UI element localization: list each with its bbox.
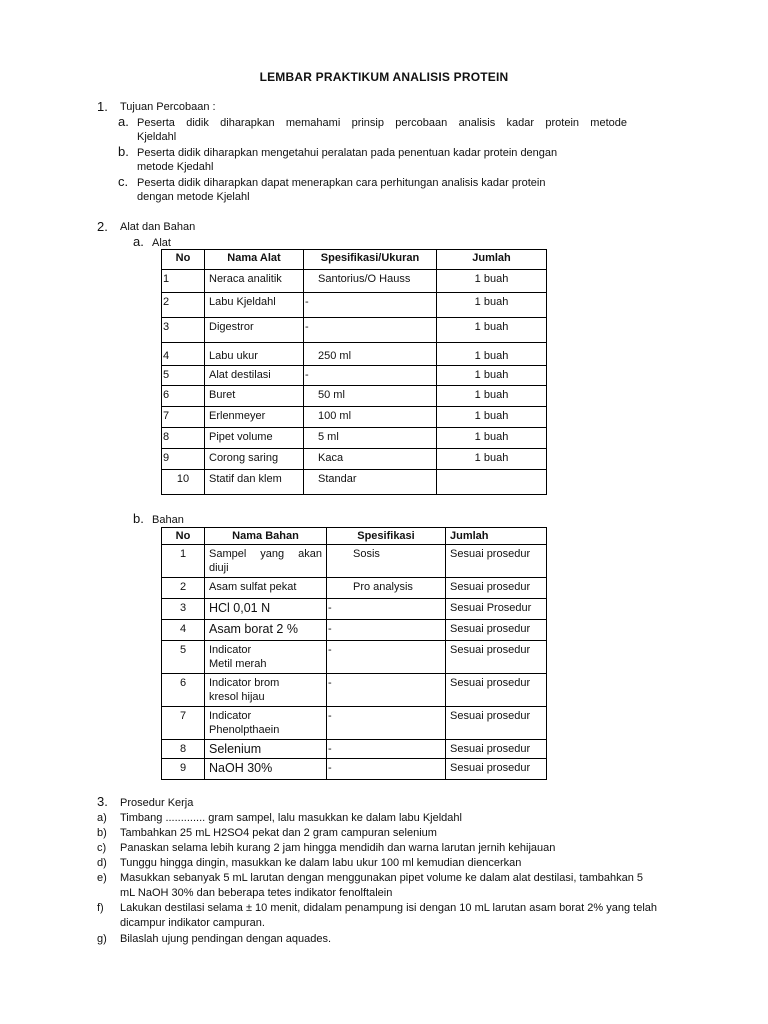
bahan-nama: Indicator Metil merah bbox=[205, 641, 327, 674]
bahan-spesifikasi: - bbox=[327, 759, 446, 780]
bahan-spesifikasi: - bbox=[327, 674, 446, 707]
table-row bbox=[162, 343, 547, 366]
alat-nama: Alat destilasi bbox=[205, 366, 304, 386]
bahan-jumlah: Sesuai prosedur bbox=[446, 740, 547, 759]
step-f-letter: f) bbox=[97, 902, 104, 914]
table-row bbox=[162, 318, 547, 343]
step-e-letter: e) bbox=[97, 872, 107, 884]
alat-nama: Labu ukur bbox=[205, 343, 304, 366]
alat-header-spesifikasi: Spesifikasi/Ukuran bbox=[304, 250, 437, 270]
table-row bbox=[162, 545, 547, 578]
alat-no: 9 bbox=[162, 449, 205, 470]
bahan-nama: Selenium bbox=[205, 740, 327, 759]
table-row bbox=[162, 674, 547, 707]
objective-a-line2: Kjeldahl bbox=[137, 131, 177, 143]
section-1-number: 1. bbox=[97, 99, 108, 114]
bahan-nama: HCl 0,01 N bbox=[205, 599, 327, 620]
step-d-letter: d) bbox=[97, 857, 107, 869]
table-row bbox=[162, 407, 547, 428]
table-row bbox=[162, 578, 547, 599]
alat-jumlah: 1 buah bbox=[437, 386, 547, 407]
objective-a-line1: Peserta didik diharapkan memahami prinsip percobaan analisis kadar protein metode bbox=[137, 117, 627, 129]
step-a-text: Timbang ............. gram sampel, lalu masukkan ke dalam labu Kjeldahl bbox=[120, 812, 462, 824]
bahan-table bbox=[161, 527, 547, 780]
bahan-spesifikasi: Sosis bbox=[327, 545, 446, 578]
alat-header-nama: Nama Alat bbox=[205, 250, 304, 270]
table-row bbox=[162, 641, 547, 674]
table-row bbox=[162, 270, 547, 293]
section-3-heading: Prosedur Kerja bbox=[120, 797, 194, 809]
bahan-nama: Sampel yang akan diuji bbox=[205, 545, 327, 578]
bahan-letter: b. bbox=[133, 511, 144, 526]
alat-jumlah: 1 buah bbox=[437, 343, 547, 366]
step-d-text: Tunggu hingga dingin, masukkan ke dalam labu ukur 100 ml kemudian diencerkan bbox=[120, 857, 522, 869]
alat-no: 6 bbox=[162, 386, 205, 407]
alat-jumlah: 1 buah bbox=[437, 366, 547, 386]
alat-spesifikasi: 5 ml bbox=[304, 428, 437, 449]
bahan-jumlah: Sesuai prosedur bbox=[446, 620, 547, 641]
section-2-number: 2. bbox=[97, 219, 108, 234]
alat-no: 3 bbox=[162, 318, 205, 343]
alat-no: 5 bbox=[162, 366, 205, 386]
bahan-spesifikasi: - bbox=[327, 641, 446, 674]
table-row bbox=[162, 599, 547, 620]
bahan-no: 2 bbox=[162, 578, 205, 599]
objective-c-letter: c. bbox=[118, 174, 129, 189]
bahan-spesifikasi: Pro analysis bbox=[327, 578, 446, 599]
bahan-jumlah: Sesuai prosedur bbox=[446, 707, 547, 740]
alat-spesifikasi: - bbox=[304, 318, 437, 343]
step-b-text: Tambahkan 25 mL H2SO4 pekat dan 2 gram campuran selenium bbox=[120, 827, 437, 839]
bahan-jumlah: Sesuai Prosedur bbox=[446, 599, 547, 620]
alat-jumlah: 1 buah bbox=[437, 293, 547, 318]
alat-table bbox=[161, 249, 547, 495]
step-f-line1: Lakukan destilasi selama ± 10 menit, didalam penampung isi dengan 10 mL larutan asam borat 2% yang telah bbox=[120, 902, 658, 914]
bahan-spesifikasi: - bbox=[327, 620, 446, 641]
bahan-no: 9 bbox=[162, 759, 205, 780]
alat-no: 8 bbox=[162, 428, 205, 449]
alat-header-no: No bbox=[162, 250, 205, 270]
bahan-table-header bbox=[162, 528, 547, 545]
bahan-jumlah: Sesuai prosedur bbox=[446, 578, 547, 599]
alat-jumlah: 1 buah bbox=[437, 407, 547, 428]
step-g-letter: g) bbox=[97, 933, 107, 945]
bahan-no: 8 bbox=[162, 740, 205, 759]
bahan-no: 7 bbox=[162, 707, 205, 740]
bahan-header-spesifikasi: Spesifikasi bbox=[327, 528, 446, 545]
alat-no: 2 bbox=[162, 293, 205, 318]
step-e-line2: mL NaOH 30% dan beberapa tetes indikator fenolftalein bbox=[120, 887, 393, 899]
bahan-header-no: No bbox=[162, 528, 205, 545]
bahan-nama: Indicator Phenolpthaein bbox=[205, 707, 327, 740]
bahan-no: 1 bbox=[162, 545, 205, 578]
table-row bbox=[162, 428, 547, 449]
step-a-letter: a) bbox=[97, 812, 107, 824]
bahan-no: 5 bbox=[162, 641, 205, 674]
alat-jumlah: 1 buah bbox=[437, 449, 547, 470]
bahan-jumlah: Sesuai prosedur bbox=[446, 759, 547, 780]
alat-label: Alat bbox=[152, 237, 171, 249]
bahan-nama: Asam borat 2 % bbox=[205, 620, 327, 641]
objective-a-letter: a. bbox=[118, 114, 129, 129]
step-c-letter: c) bbox=[97, 842, 107, 854]
alat-nama: Corong saring bbox=[205, 449, 304, 470]
alat-no: 7 bbox=[162, 407, 205, 428]
alat-jumlah: 1 buah bbox=[437, 270, 547, 293]
table-row bbox=[162, 759, 547, 780]
alat-nama: Digestror bbox=[205, 318, 304, 343]
table-row bbox=[162, 366, 547, 386]
table-row bbox=[162, 620, 547, 641]
alat-no: 1 bbox=[162, 270, 205, 293]
table-row bbox=[162, 386, 547, 407]
alat-nama: Pipet volume bbox=[205, 428, 304, 449]
alat-spesifikasi: - bbox=[304, 366, 437, 386]
bahan-no: 3 bbox=[162, 599, 205, 620]
alat-spesifikasi: Standar bbox=[304, 470, 437, 495]
page-title: LEMBAR PRAKTIKUM ANALISIS PROTEIN bbox=[259, 70, 509, 84]
alat-nama: Erlenmeyer bbox=[205, 407, 304, 428]
alat-jumlah: 1 buah bbox=[437, 428, 547, 449]
objective-c-line1: Peserta didik diharapkan dapat menerapkan cara perhitungan analisis kadar protein bbox=[137, 177, 546, 189]
alat-spesifikasi: 50 ml bbox=[304, 386, 437, 407]
step-f-line2: dicampur indikator campuran. bbox=[120, 917, 265, 929]
alat-spesifikasi: 100 ml bbox=[304, 407, 437, 428]
table-row bbox=[162, 707, 547, 740]
alat-nama: Neraca analitik bbox=[205, 270, 304, 293]
step-e-line1: Masukkan sebanyak 5 mL larutan dengan menggunakan pipet volume ke dalam alat destilasi, tambahkan 5 bbox=[120, 872, 644, 884]
bahan-spesifikasi: - bbox=[327, 740, 446, 759]
bahan-nama: NaOH 30% bbox=[205, 759, 327, 780]
objective-c-line2: dengan metode Kjelahl bbox=[137, 191, 250, 203]
alat-header-jumlah: Jumlah bbox=[437, 250, 547, 270]
bahan-header-jumlah: Jumlah bbox=[446, 528, 547, 545]
bahan-no: 6 bbox=[162, 674, 205, 707]
bahan-header-nama: Nama Bahan bbox=[205, 528, 327, 545]
objective-b-line2: metode Kjedahl bbox=[137, 161, 214, 173]
section-2-heading: Alat dan Bahan bbox=[120, 221, 196, 233]
alat-nama: Statif dan klem bbox=[205, 470, 304, 495]
table-row bbox=[162, 740, 547, 759]
step-g-text: Bilaslah ujung pendingan dengan aquades. bbox=[120, 933, 332, 945]
table-row bbox=[162, 449, 547, 470]
table-row bbox=[162, 293, 547, 318]
bahan-spesifikasi: - bbox=[327, 707, 446, 740]
bahan-label: Bahan bbox=[152, 514, 184, 526]
bahan-jumlah: Sesuai prosedur bbox=[446, 545, 547, 578]
bahan-jumlah: Sesuai prosedur bbox=[446, 674, 547, 707]
bahan-spesifikasi: - bbox=[327, 599, 446, 620]
step-c-text: Panaskan selama lebih kurang 2 jam hingga mendidih dan warna larutan jernih kehijauan bbox=[120, 842, 556, 854]
objective-b-line1: Peserta didik diharapkan mengetahui peralatan pada penentuan kadar protein dengan bbox=[137, 147, 558, 159]
section-3-number: 3. bbox=[97, 794, 108, 809]
alat-nama: Labu Kjeldahl bbox=[205, 293, 304, 318]
alat-jumlah: 1 buah bbox=[437, 318, 547, 343]
alat-nama: Buret bbox=[205, 386, 304, 407]
bahan-jumlah: Sesuai prosedur bbox=[446, 641, 547, 674]
alat-spesifikasi: - bbox=[304, 293, 437, 318]
step-b-letter: b) bbox=[97, 827, 107, 839]
bahan-nama: Asam sulfat pekat bbox=[205, 578, 327, 599]
table-row bbox=[162, 470, 547, 495]
objective-b-letter: b. bbox=[118, 144, 129, 159]
alat-no: 4 bbox=[162, 343, 205, 366]
bahan-no: 4 bbox=[162, 620, 205, 641]
alat-jumlah bbox=[437, 470, 547, 495]
alat-spesifikasi: 250 ml bbox=[304, 343, 437, 366]
alat-letter: a. bbox=[133, 234, 144, 249]
section-1-heading: Tujuan Percobaan : bbox=[120, 101, 216, 113]
alat-spesifikasi: Kaca bbox=[304, 449, 437, 470]
alat-table-header bbox=[162, 250, 547, 270]
bahan-nama: Indicator brom kresol hijau bbox=[205, 674, 327, 707]
alat-no: 10 bbox=[162, 470, 205, 495]
alat-spesifikasi: Santorius/O Hauss bbox=[304, 270, 437, 293]
